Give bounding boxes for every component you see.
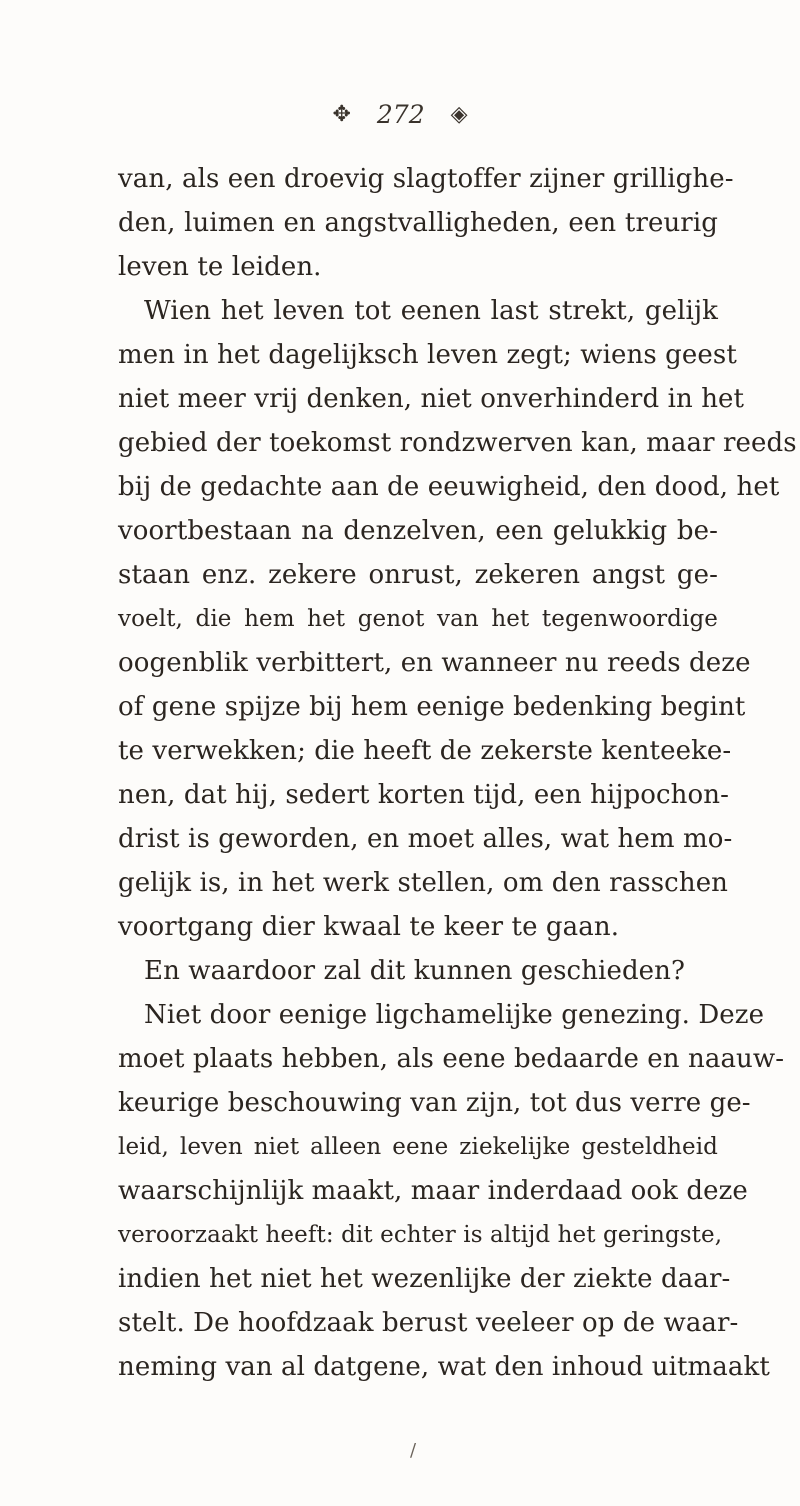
text-line: Wien het leven tot eenen last strekt, gelijk: [144, 296, 718, 326]
text-line: den, luimen en angstvalligheden, een treurig: [118, 208, 718, 238]
text-line: bij de gedachte aan de eeuwigheid, den dood, het: [118, 472, 780, 502]
right-ornament-icon: ◈: [450, 102, 468, 127]
text-line: veroorzaakt heeft: dit echter is altijd het geringste,: [118, 1222, 723, 1248]
text-line: neming van al datgene, wat den inhoud uitmaakt: [118, 1352, 770, 1382]
text-line: keurige beschouwing van zijn, tot dus verre ge-: [118, 1088, 751, 1118]
text-line: En waardoor zal dit kunnen geschieden?: [144, 956, 686, 986]
text-line: stelt. De hoofdzaak berust veeleer op de waar-: [118, 1308, 739, 1338]
page-number: 272: [376, 100, 425, 129]
footer-mark: /: [410, 1440, 417, 1461]
text-line: van, als een droevig slagtoffer zijner grillighe-: [118, 164, 734, 194]
text-line: leid, leven niet alleen eene ziekelijke gesteldheid: [118, 1134, 718, 1160]
text-line: Niet door eenige ligchamelijke genezing. Deze: [144, 1000, 765, 1030]
text-line: waarschijnlijk maakt, maar inderdaad ook deze: [118, 1176, 748, 1206]
text-line: te verwekken; die heeft de zekerste kenteeke-: [118, 736, 732, 766]
text-line: oogenblik verbittert, en wanneer nu reeds deze: [118, 648, 751, 678]
text-line: voortgang dier kwaal te keer te gaan.: [118, 912, 620, 942]
text-line: voortbestaan na denzelven, een gelukkig be-: [118, 516, 718, 546]
text-line: niet meer vrij denken, niet onverhinderd in het: [118, 384, 745, 414]
text-line: drist is geworden, en moet alles, wat hem mo-: [118, 824, 733, 854]
text-line: voelt, die hem het genot van het tegenwoordige: [118, 606, 718, 632]
text-line: gebied der toekomst rondzwerven kan, maar reeds: [118, 428, 797, 458]
text-line: men in het dagelijksch leven zegt; wiens geest: [118, 340, 737, 370]
text-line: leven te leiden.: [118, 252, 322, 282]
body-text: [118, 157, 797, 1389]
text-line: nen, dat hij, sedert korten tijd, een hijpochon-: [118, 780, 729, 810]
text-line: moet plaats hebben, als eene bedaarde en naauw-: [118, 1044, 785, 1074]
page-header: [0, 98, 800, 129]
left-ornament-icon: ✥: [332, 102, 351, 127]
text-line: staan enz. zekere onrust, zekeren angst ge-: [118, 560, 718, 590]
text-line: of gene spijze bij hem eenige bedenking begint: [118, 692, 746, 722]
text-line: indien het niet het wezenlijke der ziekte daar-: [118, 1264, 731, 1294]
text-line: gelijk is, in het werk stellen, om den rasschen: [118, 868, 729, 898]
